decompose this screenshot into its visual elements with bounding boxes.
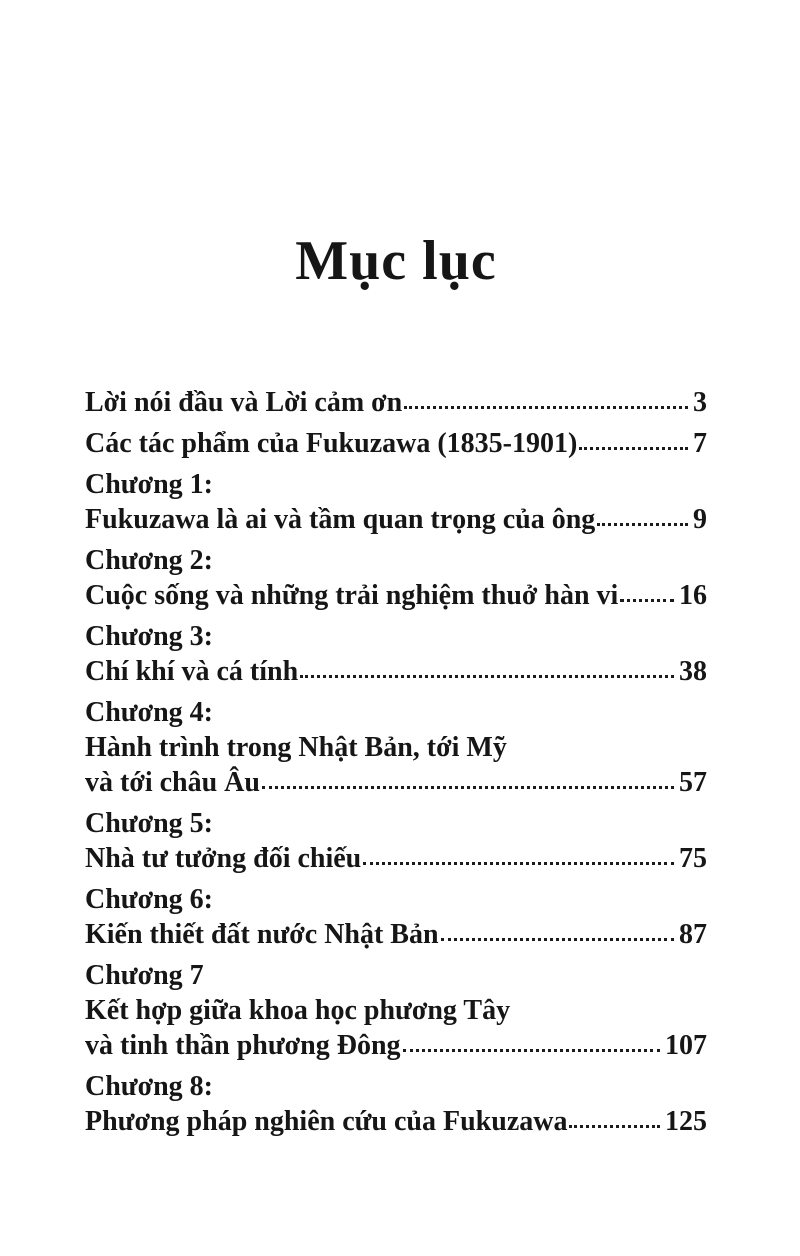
toc-entry-title: và tới châu Âu	[85, 767, 260, 798]
toc-entry-title: Chí khí và cá tính	[85, 656, 299, 687]
dot-leader	[441, 938, 674, 941]
toc-entry-last-line	[85, 765, 707, 800]
toc-entry	[85, 467, 707, 537]
toc-entry-last-line	[85, 841, 707, 876]
toc-entry	[85, 619, 707, 689]
toc-line: Chương 6:	[85, 884, 213, 915]
toc-entry-last-line	[85, 385, 707, 420]
toc-line: Hành trình trong Nhật Bản, tới Mỹ	[85, 732, 507, 763]
toc-line: Chương 7	[85, 960, 204, 991]
dot-leader	[300, 675, 674, 678]
toc-entry-last-line	[85, 917, 707, 952]
toc-entry	[85, 958, 707, 1063]
toc-line: Chương 3:	[85, 621, 213, 652]
toc-entry-title: và tinh thần phương Đông	[85, 1030, 401, 1061]
toc-entry-last-line	[85, 654, 707, 689]
toc-entry-last-line	[85, 1104, 707, 1139]
toc-entry-title: Các tác phẩm của Fukuzawa (1835-1901)	[85, 428, 578, 459]
toc-line: Chương 4:	[85, 697, 213, 728]
dot-leader	[579, 447, 688, 450]
toc-entry-title: Lời nói đầu và Lời cảm ơn	[85, 387, 403, 418]
toc-entry-title: Fukuzawa là ai và tầm quan trọng của ông	[85, 504, 596, 535]
toc-entry-last-line	[85, 426, 707, 461]
toc-page-number: 107	[665, 1030, 707, 1061]
toc-entry	[85, 385, 707, 420]
toc-entry-last-line	[85, 502, 707, 537]
toc-page-number: 57	[679, 767, 707, 798]
toc-entry	[85, 426, 707, 461]
dot-leader	[597, 523, 688, 526]
toc-line: Chương 8:	[85, 1071, 213, 1102]
toc-page-number: 75	[679, 843, 707, 874]
toc-entry	[85, 806, 707, 876]
dot-leader	[569, 1125, 660, 1128]
toc-entry	[85, 1069, 707, 1139]
toc-entry-last-line	[85, 578, 707, 613]
toc-entry	[85, 882, 707, 952]
toc-page-number: 38	[679, 656, 707, 687]
toc-entry-title: Phương pháp nghiên cứu của Fukuzawa	[85, 1106, 568, 1137]
toc-entry-title: Nhà tư tưởng đối chiếu	[85, 843, 362, 874]
toc-page-number: 7	[693, 428, 707, 459]
toc-page-number: 87	[679, 919, 707, 950]
toc-entry-title: Kiến thiết đất nước Nhật Bản	[85, 919, 439, 950]
page-content	[85, 232, 707, 1139]
dot-leader	[363, 862, 674, 865]
dot-leader	[620, 599, 674, 602]
toc-entry-title: Cuộc sống và những trải nghiệm thuở hàn vi	[85, 580, 619, 611]
toc-entry	[85, 695, 707, 800]
toc-line: Kết hợp giữa khoa học phương Tây	[85, 995, 511, 1026]
toc-line: Chương 1:	[85, 469, 213, 500]
toc-page-number: 9	[693, 504, 707, 535]
page-title: Mục lục	[295, 230, 497, 292]
toc-page-number: 125	[665, 1106, 707, 1137]
toc-line: Chương 5:	[85, 808, 213, 839]
dot-leader	[404, 406, 688, 409]
dot-leader	[403, 1049, 660, 1052]
toc-line: Chương 2:	[85, 545, 213, 576]
toc-entry-last-line	[85, 1028, 707, 1063]
toc-list	[85, 385, 707, 1139]
toc-entry	[85, 543, 707, 613]
toc-page-number: 16	[679, 580, 707, 611]
toc-page-number: 3	[693, 387, 707, 418]
dot-leader	[262, 786, 674, 789]
